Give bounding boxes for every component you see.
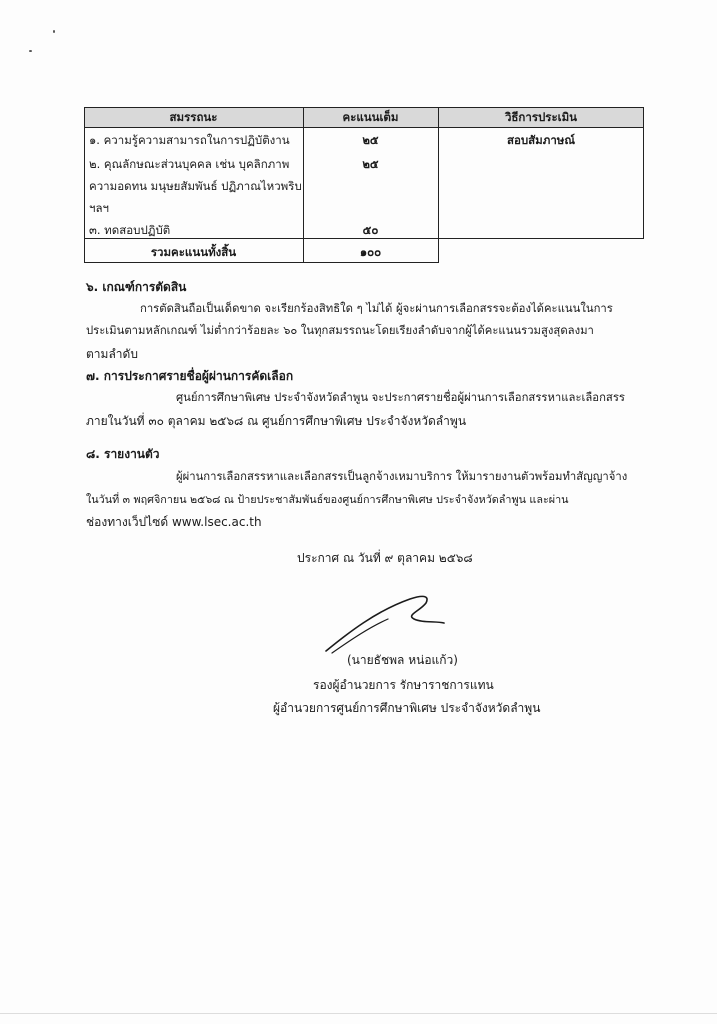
table-border	[643, 107, 644, 239]
scan-speck	[53, 30, 55, 33]
announce-date: ประกาศ ณ วันที่ ๙ ตุลาคม ๒๕๖๘	[297, 551, 473, 565]
section7-line: ศูนย์การศึกษาพิเศษ ประจำจังหวัดลำพูน จะประกาศรายชื่อผู้ผ่านการเลือกสรรหาและเลือกสรร	[176, 391, 625, 404]
signer-name: (นายธัชพล หน่อแก้ว)	[347, 653, 458, 667]
header-competency: สมรรถนะ	[169, 110, 218, 124]
table-border	[84, 127, 644, 128]
table-border	[84, 238, 644, 239]
row-score: ๕๐	[362, 223, 379, 237]
section8-line: ในวันที่ ๓ พฤศจิกายน ๒๕๖๘ ณ ป้ายประชาสัมพันธ์ของศูนย์การศึกษาพิเศษ ประจำจังหวัดลำพูน และผ่าน	[86, 493, 569, 506]
table-border	[438, 107, 439, 263]
row-score: ๒๕	[362, 157, 379, 171]
section8-heading: ๘. รายงานตัว	[86, 447, 160, 461]
row-label: ฯลฯ	[89, 201, 109, 215]
section7-heading: ๗. การประกาศรายชื่อผู้ผ่านการคัดเลือก	[86, 369, 294, 383]
table-border	[84, 107, 85, 263]
handwritten-signature	[318, 585, 448, 657]
row-label: ความอดทน มนุษยสัมพันธ์ ปฏิภาณไหวพริบ	[89, 179, 302, 193]
section6-heading: ๖. เกณฑ์การตัดสิน	[86, 280, 187, 294]
header-evaluation-method: วิธีการประเมิน	[504, 110, 578, 124]
total-value: ๑๐๐	[359, 245, 382, 259]
signer-position-1: รองผู้อำนวยการ รักษาราชการแทน	[313, 678, 494, 692]
header-full-score: คะแนนเต็ม	[342, 110, 399, 124]
section7-line: ภายในวันที่ ๓๐ ตุลาคม ๒๕๖๘ ณ ศูนย์การศึกษาพิเศษ ประจำจังหวัดลำพูน	[86, 414, 467, 428]
section6-line: ตามลำดับ	[86, 347, 138, 361]
signer-position-2: ผู้อำนวยการศูนย์การศึกษาพิเศษ ประจำจังหวัดลำพูน	[273, 701, 541, 715]
scan-edge	[0, 1013, 717, 1014]
table-border	[84, 262, 439, 263]
section6-line: ประเมินตามหลักเกณฑ์ ไม่ต่ำกว่าร้อยละ ๖๐ ในทุกสมรรถนะโดยเรียงลำดับจากผู้ได้คะแนนรวมสูงสุดลงมา	[86, 324, 594, 337]
section8-line: ผู้ผ่านการเลือกสรรหาและเลือกสรรเป็นลูกจ้างเหมาบริการ ให้มารายงานตัวพร้อมทำสัญญาจ้าง	[176, 470, 628, 483]
total-label: รวมคะแนนทั้งสิ้น	[150, 245, 237, 259]
section8-line: ช่องทางเว็ปไซด์ www.lsec.ac.th	[86, 515, 262, 529]
scan-speck	[29, 50, 32, 52]
table-border	[303, 107, 304, 263]
row-label: ๓. ทดสอบปฏิบัติ	[89, 223, 171, 237]
row-label: ๑. ความรู้ความสามารถในการปฏิบัติงาน	[89, 133, 290, 147]
competency-table	[84, 107, 644, 263]
row-method: สอบสัมภาษณ์	[506, 133, 576, 147]
section6-line: การตัดสินถือเป็นเด็ดขาด จะเรียกร้องสิทธิใด ๆ ไม่ได้ ผู้จะผ่านการเลือกสรรจะต้องได้คะแนนในการ	[140, 302, 613, 315]
row-score: ๒๕	[362, 133, 379, 147]
row-label: ๒. คุณลักษณะส่วนบุคคล เช่น บุคลิกภาพ	[89, 157, 290, 171]
